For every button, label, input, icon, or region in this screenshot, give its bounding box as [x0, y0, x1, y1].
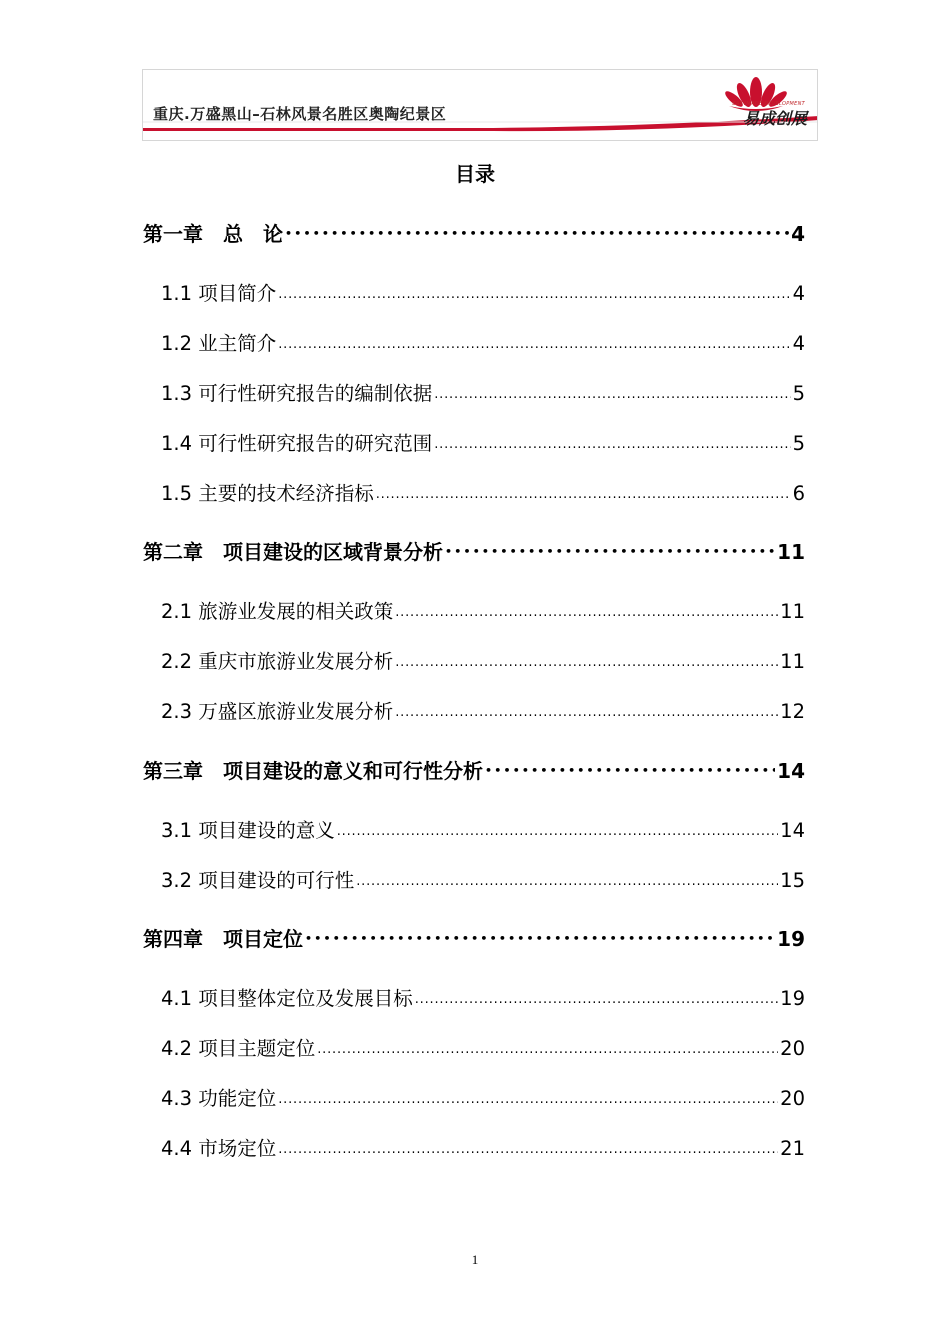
toc-section-entry[interactable]: [161, 646, 805, 674]
toc-dot-leader: [395, 699, 778, 719]
toc-dot-leader: [395, 599, 778, 619]
toc-entry-label: 4.2 项目主题定位: [161, 1037, 316, 1060]
toc-dot-leader: [317, 1036, 778, 1056]
toc-entry-page: 20: [780, 1087, 805, 1110]
toc-section-entry[interactable]: [161, 1033, 805, 1061]
toc-entry-label: 2.2 重庆市旅游业发展分析: [161, 650, 394, 673]
toc-dot-leader: [278, 331, 790, 351]
document-header: [142, 69, 818, 141]
toc-dot-leader: [395, 649, 778, 669]
toc-entry-page: 19: [777, 927, 805, 951]
toc-section-entry[interactable]: [161, 696, 805, 724]
page-number: 1: [471, 1252, 479, 1267]
toc-entry-label: 1.3 可行性研究报告的编制依据: [161, 382, 433, 405]
toc-chapter-entry[interactable]: [143, 218, 805, 247]
toc-entry-label: 2.3 万盛区旅游业发展分析: [161, 700, 394, 723]
toc-dot-leader: [445, 539, 775, 559]
toc-entry-page: 14: [777, 759, 805, 783]
toc-section-entry[interactable]: [161, 865, 805, 893]
toc-section-entry[interactable]: [161, 378, 805, 406]
toc-entry-label: 3.2 项目建设的可行性: [161, 869, 355, 892]
toc-title: 目录: [455, 162, 495, 186]
toc-entry-label: 第四章 项目定位: [143, 927, 303, 951]
toc-entry-page: 14: [780, 819, 805, 842]
toc-dot-leader: [356, 868, 778, 888]
toc-section-entry[interactable]: [161, 815, 805, 843]
toc-entry-page: 11: [780, 650, 805, 673]
toc-entry-label: 4.1 项目整体定位及发展目标: [161, 987, 413, 1010]
toc-entry-page: 6: [792, 482, 805, 505]
toc-entry-label: 第二章 项目建设的区域背景分析: [143, 540, 443, 564]
toc-entry-page: 5: [792, 432, 805, 455]
toc-dot-leader: [278, 1136, 778, 1156]
toc-entry-label: 4.3 功能定位: [161, 1087, 277, 1110]
toc-entry-page: 5: [792, 382, 805, 405]
toc-entry-page: 4: [792, 282, 805, 305]
logo-subtext: EASYMADE DEVELOPMENT: [732, 101, 805, 107]
toc-dot-leader: [415, 986, 778, 1006]
toc-section-entry[interactable]: [161, 596, 805, 624]
toc-entry-label: 第一章 总 论: [143, 222, 283, 246]
toc-dot-leader: [434, 381, 790, 401]
toc-entry-page: 21: [780, 1137, 805, 1160]
toc-dot-leader: [285, 221, 789, 241]
toc-entry-page: 15: [780, 869, 805, 892]
toc-dot-leader: [376, 481, 791, 501]
toc-section-entry[interactable]: [161, 478, 805, 506]
toc-section-entry[interactable]: [161, 278, 805, 306]
toc-entry-page: 4: [791, 222, 805, 246]
toc-section-entry[interactable]: [161, 328, 805, 356]
toc-entry-page: 12: [780, 700, 805, 723]
toc-section-entry[interactable]: [161, 1133, 805, 1161]
toc-entry-page: 11: [777, 540, 805, 564]
toc-chapter-entry[interactable]: [143, 536, 805, 565]
toc-dot-leader: [278, 281, 790, 301]
toc-entry-label: 4.4 市场定位: [161, 1137, 277, 1160]
toc-entry-label: 1.2 业主简介: [161, 332, 277, 355]
toc-entry-page: 11: [780, 600, 805, 623]
toc-entry-label: 2.1 旅游业发展的相关政策: [161, 600, 394, 623]
toc-section-entry[interactable]: [161, 1083, 805, 1111]
toc-section-entry[interactable]: [161, 428, 805, 456]
toc-entry-label: 1.5 主要的技术经济指标: [161, 482, 374, 505]
toc-entry-label: 1.4 可行性研究报告的研究范围: [161, 432, 433, 455]
logo-text: 易成创展: [742, 109, 807, 128]
toc-entry-label: 第三章 项目建设的意义和可行性分析: [143, 759, 483, 783]
toc-section-entry[interactable]: [161, 983, 805, 1011]
toc-dot-leader: [305, 926, 775, 946]
toc-chapter-entry[interactable]: [143, 923, 805, 952]
toc-entry-page: 19: [780, 987, 805, 1010]
toc-entry-page: 20: [780, 1037, 805, 1060]
toc-entry-label: 3.1 项目建设的意义: [161, 819, 335, 842]
toc-dot-leader: [434, 431, 790, 451]
toc-entry-page: 4: [792, 332, 805, 355]
toc-dot-leader: [485, 758, 775, 778]
toc-entry-label: 1.1 项目简介: [161, 282, 277, 305]
toc-chapter-entry[interactable]: [143, 755, 805, 784]
header-title: 重庆.万盛黑山–石林风景名胜区奥陶纪景区: [153, 105, 447, 123]
toc-dot-leader: [337, 818, 778, 838]
toc-dot-leader: [278, 1086, 778, 1106]
